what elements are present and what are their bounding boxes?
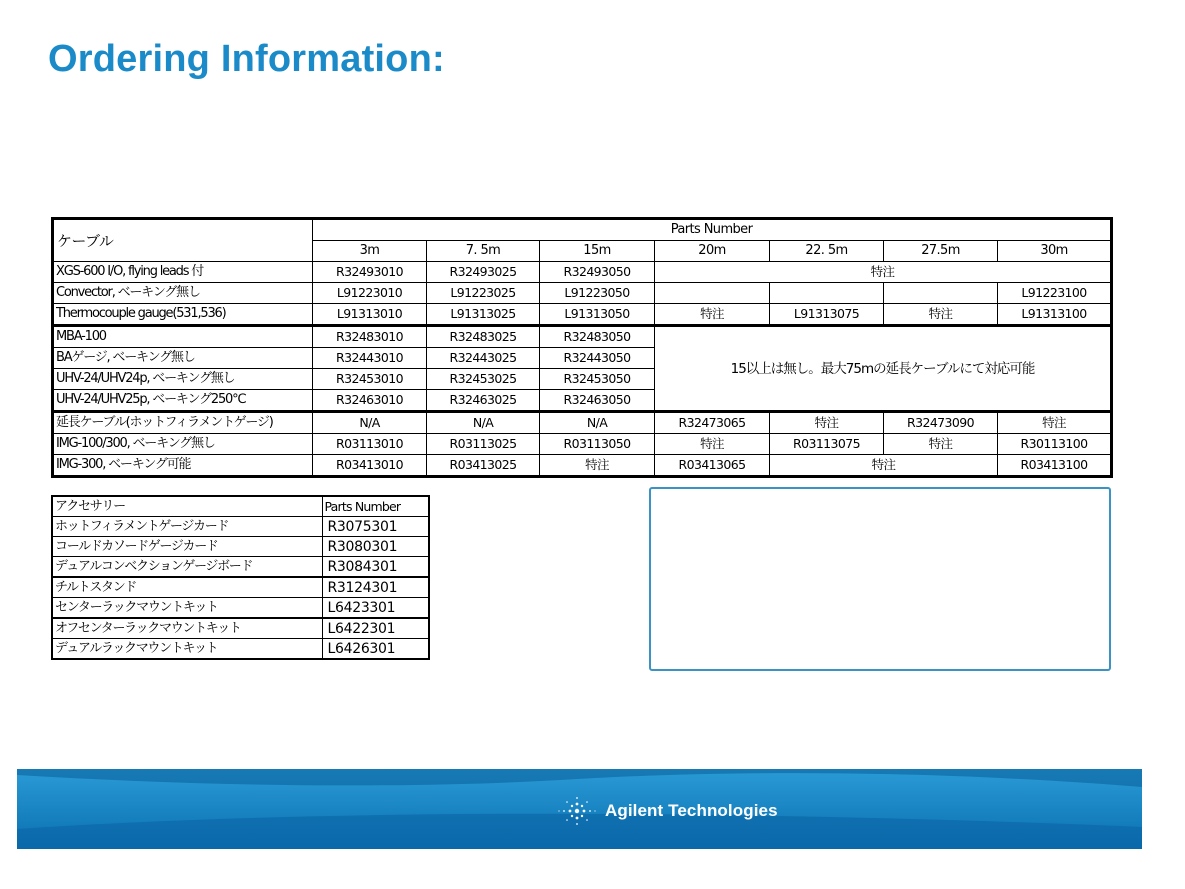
part-number: R03113050 xyxy=(540,434,655,455)
cable-name: IMG-300, ベーキング可能 xyxy=(53,455,313,477)
part-number: 特注 xyxy=(655,434,770,455)
part-number: N/A xyxy=(313,412,427,434)
part-number: R03413010 xyxy=(313,455,427,477)
part-number: R03113025 xyxy=(427,434,540,455)
part-number: R30113100 xyxy=(998,434,1112,455)
table-row xyxy=(52,537,429,557)
part-number: R32443010 xyxy=(313,348,427,369)
part-number: R32453050 xyxy=(540,369,655,390)
table-row xyxy=(52,577,429,598)
page-title: Ordering Information: xyxy=(48,38,445,80)
table-row xyxy=(53,434,1112,455)
table-row xyxy=(52,618,429,639)
accessory-name: ホットフィラメントゲージカード xyxy=(52,517,322,537)
part-number: R32453010 xyxy=(313,369,427,390)
part-number: N/A xyxy=(427,412,540,434)
part-number: L91313010 xyxy=(313,304,427,326)
cable-column-label: ケーブル xyxy=(53,219,313,262)
part-number: R32453025 xyxy=(427,369,540,390)
accessory-name: デュアルコンベクションゲージボード xyxy=(52,557,322,578)
part-number: R32493010 xyxy=(313,262,427,283)
part-number: R3080301 xyxy=(322,537,429,557)
part-number: 特注 xyxy=(540,455,655,477)
part-number: R32463025 xyxy=(427,390,540,412)
part-number: 特注 xyxy=(998,412,1112,434)
part-number: R32443050 xyxy=(540,348,655,369)
part-number: 特注 xyxy=(884,434,998,455)
part-number: L91223010 xyxy=(313,283,427,304)
table-row xyxy=(53,455,1112,477)
part-number: R03113075 xyxy=(770,434,884,455)
part-number: 特注 xyxy=(770,412,884,434)
part-number: L91313075 xyxy=(770,304,884,326)
table-row xyxy=(53,262,1112,283)
part-number xyxy=(884,283,998,304)
accessory-name: センターラックマウントキット xyxy=(52,598,322,619)
accessory-name: チルトスタンド xyxy=(52,577,322,598)
cable-name: Thermocouple gauge(531,536) xyxy=(53,304,313,326)
length-header: 15m xyxy=(540,241,655,262)
agilent-logo xyxy=(557,793,778,829)
accessory-name: オフセンターラックマウントキット xyxy=(52,618,322,639)
cable-name: Convector, ベーキング無し xyxy=(53,283,313,304)
part-number: L91313050 xyxy=(540,304,655,326)
part-number: R32473065 xyxy=(655,412,770,434)
part-number: L6426301 xyxy=(322,639,429,660)
part-number: L91223100 xyxy=(998,283,1112,304)
length-header: 22. 5m xyxy=(770,241,884,262)
table-row xyxy=(52,557,429,578)
accessory-column-label: アクセサリー xyxy=(52,496,322,517)
accessory-parts-table xyxy=(51,495,430,660)
part-number: L91223025 xyxy=(427,283,540,304)
special-order-cell: 特注 xyxy=(655,262,1112,283)
length-header: 20m xyxy=(655,241,770,262)
length-header: 30m xyxy=(998,241,1112,262)
part-number: R32493050 xyxy=(540,262,655,283)
part-number: R3075301 xyxy=(322,517,429,537)
cable-name: UHV-24/UHV24p, ベーキング無し xyxy=(53,369,313,390)
part-number: L6422301 xyxy=(322,618,429,639)
part-number: N/A xyxy=(540,412,655,434)
part-number: R3084301 xyxy=(322,557,429,578)
table-row xyxy=(52,517,429,537)
table-row xyxy=(53,412,1112,434)
table-row xyxy=(53,304,1112,326)
special-order-cell: 特注 xyxy=(770,455,998,477)
cable-name: 延長ケーブル(ホットフィラメントゲージ) xyxy=(53,412,313,434)
cable-name: UHV-24/UHV25p, ベーキング250℃ xyxy=(53,390,313,412)
merged-note: 15以上は無し。最大75mの延長ケーブルにて対応可能 xyxy=(655,326,1112,412)
cable-name: IMG-100/300, ベーキング無し xyxy=(53,434,313,455)
part-number: L6423301 xyxy=(322,598,429,619)
part-number: R32493025 xyxy=(427,262,540,283)
part-number: R03113010 xyxy=(313,434,427,455)
part-number: L91313100 xyxy=(998,304,1112,326)
length-header: 3m xyxy=(313,241,427,262)
part-number: L91313025 xyxy=(427,304,540,326)
part-number: R32483025 xyxy=(427,326,540,348)
cable-name: XGS-600 I/O, flying leads 付 xyxy=(53,262,313,283)
cable-name: MBA-100 xyxy=(53,326,313,348)
part-number: R32463050 xyxy=(540,390,655,412)
accessory-name: デュアルラックマウントキット xyxy=(52,639,322,660)
table-row xyxy=(52,598,429,619)
part-number: L91223050 xyxy=(540,283,655,304)
length-header: 27.5m xyxy=(884,241,998,262)
accessory-name: コールドカソードゲージカード xyxy=(52,537,322,557)
agilent-spark-icon xyxy=(557,793,597,829)
empty-text-box xyxy=(649,487,1111,671)
cable-parts-table xyxy=(51,217,1113,478)
part-number: R03413100 xyxy=(998,455,1112,477)
table-row xyxy=(53,283,1112,304)
part-number xyxy=(770,283,884,304)
cable-name: BAゲージ, ベーキング無し xyxy=(53,348,313,369)
part-number xyxy=(655,283,770,304)
parts-number-header: Parts Number xyxy=(322,496,429,517)
part-number: R32483010 xyxy=(313,326,427,348)
table-row xyxy=(53,326,1112,348)
table-row xyxy=(52,639,429,660)
parts-number-header: Parts Number xyxy=(313,219,1112,241)
length-header: 7. 5m xyxy=(427,241,540,262)
part-number: R03413025 xyxy=(427,455,540,477)
part-number: R32483050 xyxy=(540,326,655,348)
part-number: R32473090 xyxy=(884,412,998,434)
part-number: 特注 xyxy=(655,304,770,326)
part-number: 特注 xyxy=(884,304,998,326)
part-number: R32443025 xyxy=(427,348,540,369)
part-number: R03413065 xyxy=(655,455,770,477)
part-number: R32463010 xyxy=(313,390,427,412)
brand-name: Agilent Technologies xyxy=(605,801,778,820)
part-number: R3124301 xyxy=(322,577,429,598)
